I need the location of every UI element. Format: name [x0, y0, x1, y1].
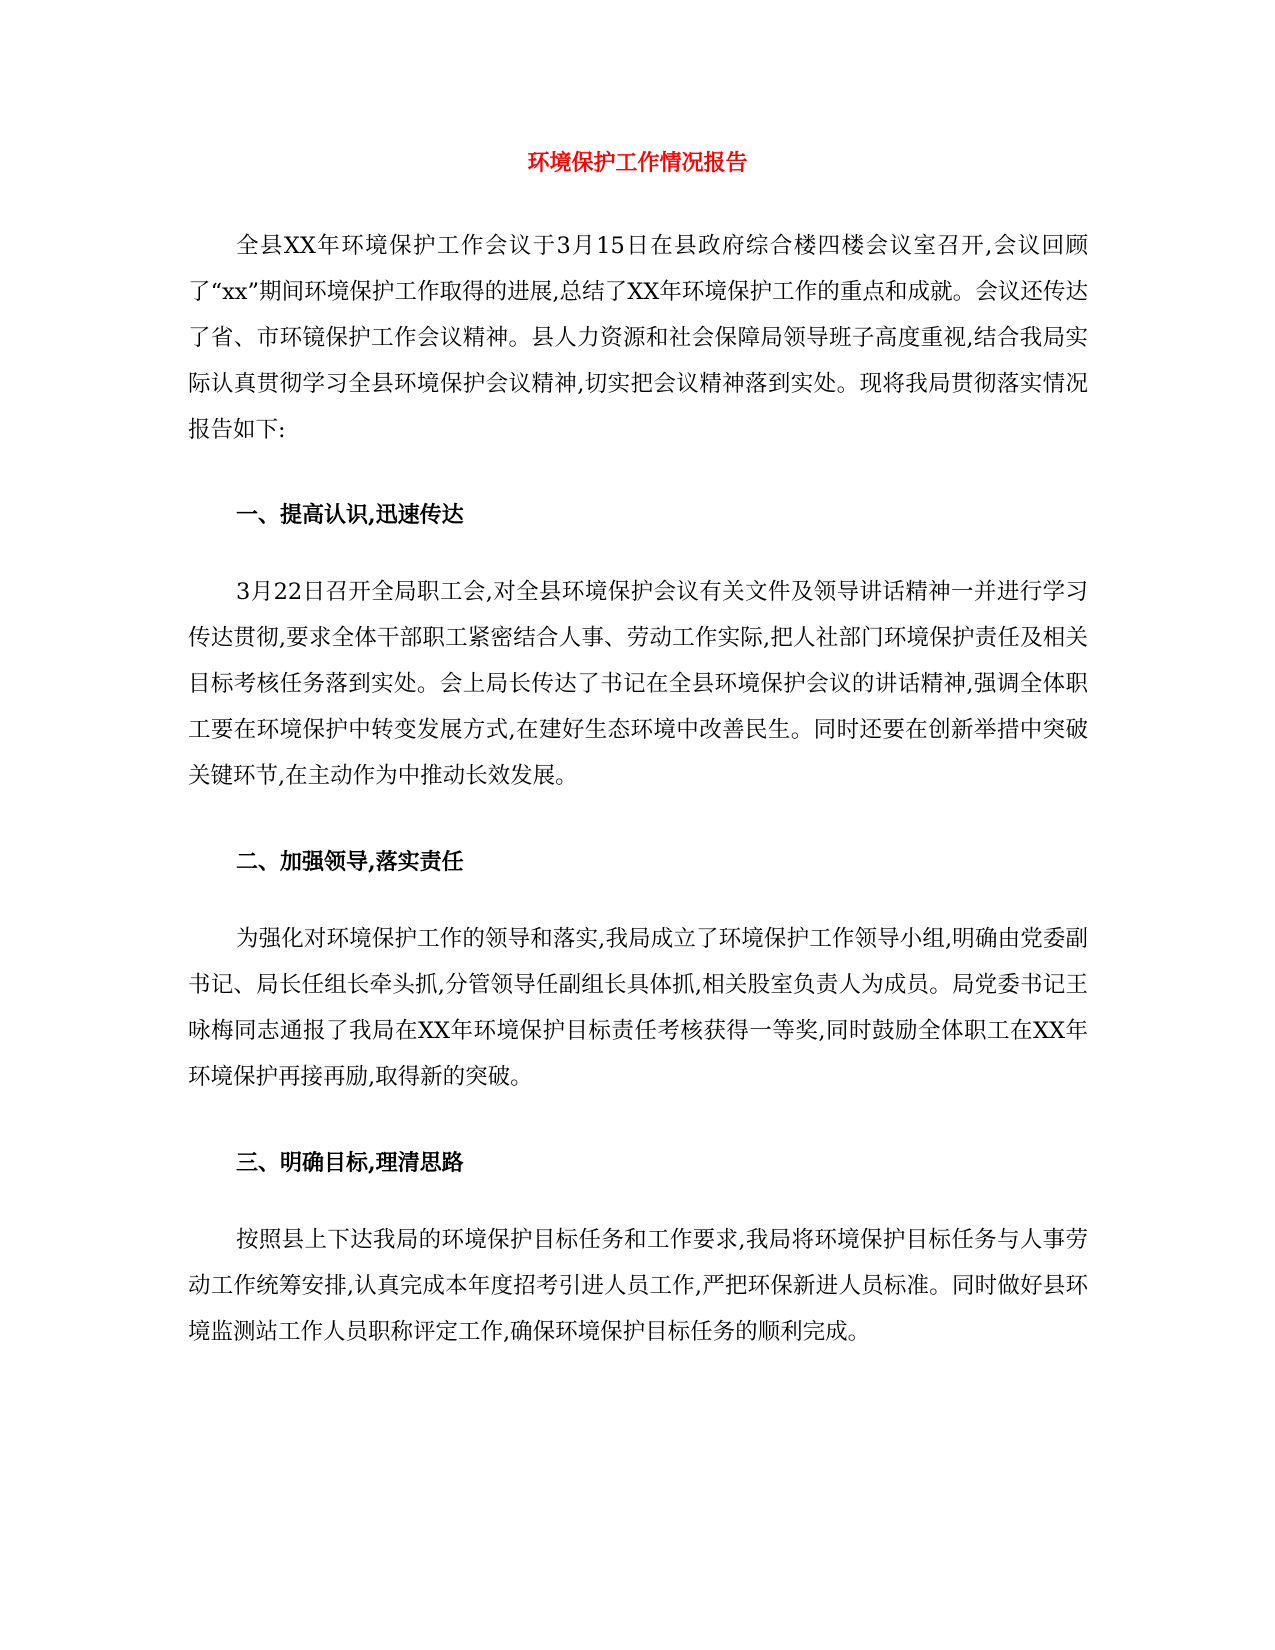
- section-body-3: 按照县上下达我局的环境保护目标任务和工作要求,我局将环境保护目标任务与人事劳动工作统筹安排,认真完成本年度招考引进人员工作,严把环保新进人员标准。同时做好县环境监测站工作人员职称评定工作,确保环境保护目标任务的顺利完成。: [188, 1227, 1088, 1345]
- section-body-2: 为强化对环境保护工作的领导和落实,我局成立了环境保护工作领导小组,明确由党委副书记、局长任组长牵头抓,分管领导任副组长具体抓,相关股室负责人为成员。局党委书记王咏梅同志通报了我局在XX年环境保护目标责任考核获得一等奖,同时鼓励全体职工在XX年环境保护再接再励,取得新的突破。: [188, 926, 1088, 1090]
- intro-paragraph: 全县XX年环境保护工作会议于3月15日在县政府综合楼四楼会议室召开,会议回顾了“xx”期间环境保护工作取得的进展,总结了XX年环境保护工作的重点和成就。会议还传达了省、市环镜保护工作会议精神。县人力资源和社会保障局领导班子高度重视,结合我局实际认真贯彻学习全县环境保护会议精神,切实把会议精神落到实处。现将我局贯彻落实情况报告如下:: [188, 233, 1088, 443]
- section-heading-3: 三、明确目标,理清思路: [236, 1150, 464, 1176]
- section-heading-1: 一、提高认识,迅速传达: [236, 502, 464, 528]
- section-heading-2: 二、加强领导,落实责任: [236, 849, 464, 875]
- document-title: 环境保护工作情况报告: [527, 150, 748, 176]
- section-body-1: 3月22日召开全局职工会,对全县环境保护会议有关文件及领导讲话精神一并进行学习传达贯彻,要求全体干部职工紧密结合人事、劳动工作实际,把人社部门环境保护责任及相关目标考核任务落到实处。会上局长传达了书记在全县环境保护会议的讲话精神,强调全体职工要在环境保护中转变发展方式,在建好生态环境中改善民生。同时还要在创新举措中突破关键环节,在主动作为中推动长效发展。: [188, 579, 1088, 789]
